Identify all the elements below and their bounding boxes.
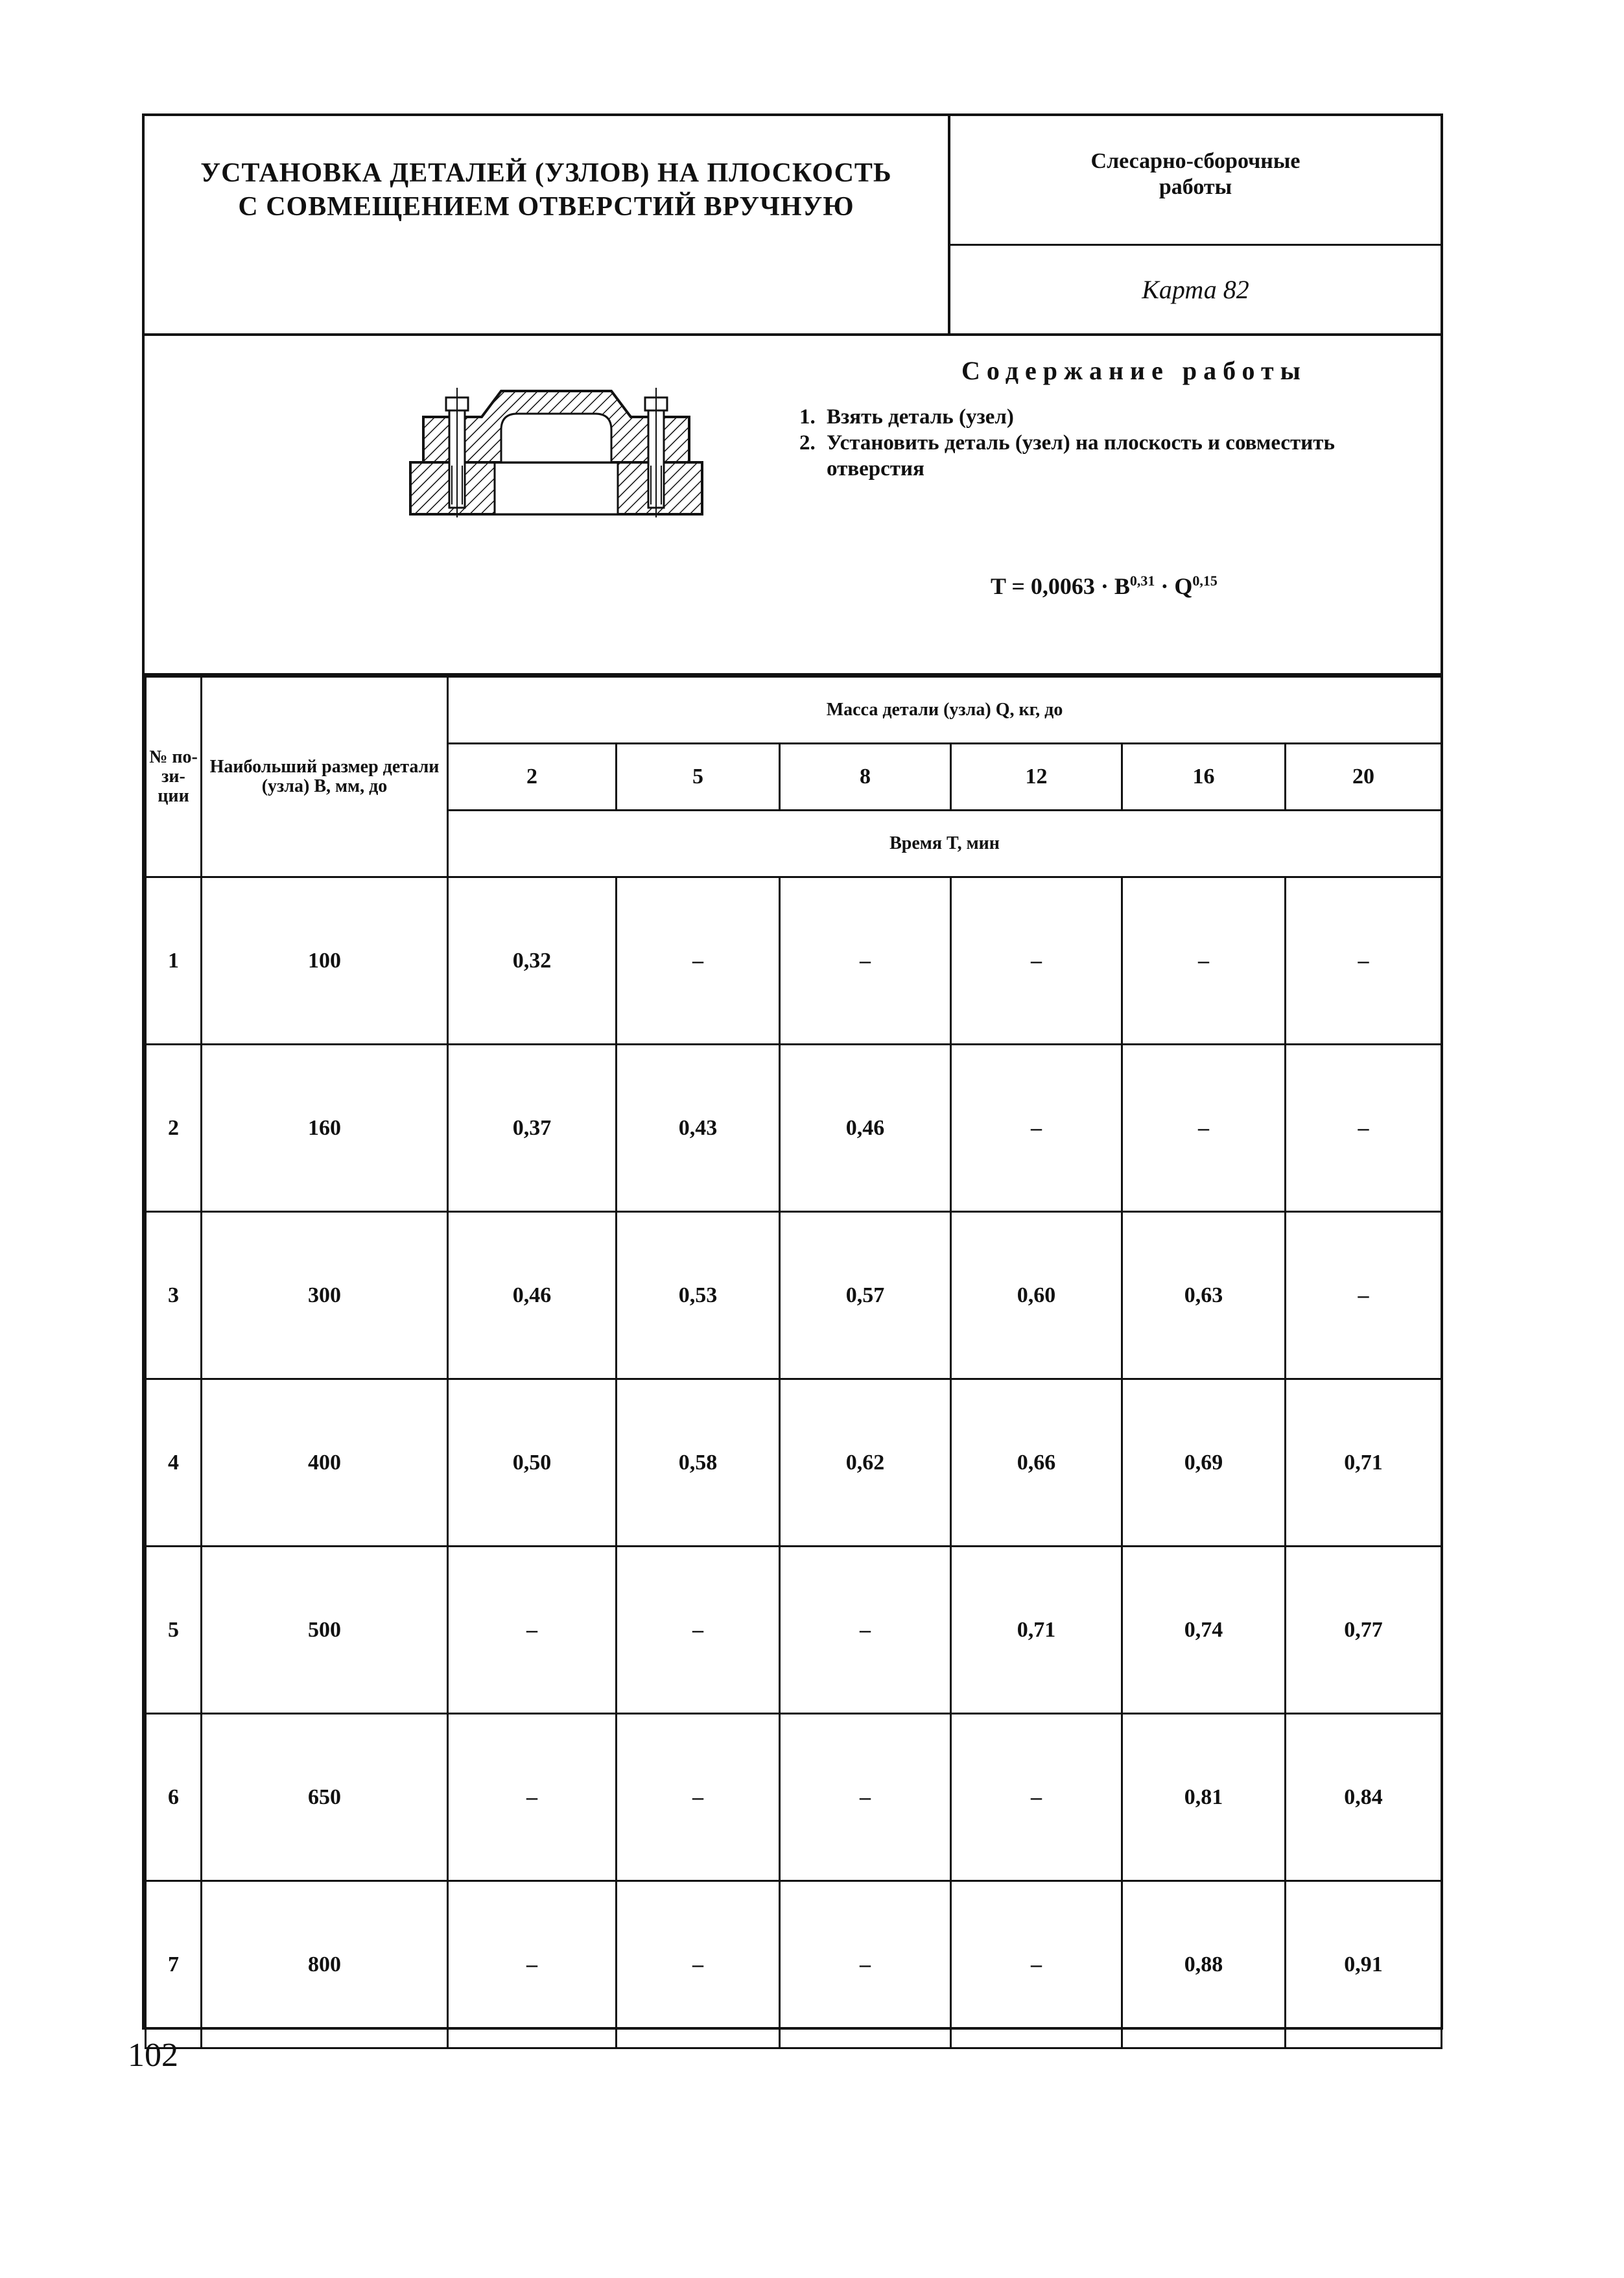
- time-cell: –: [617, 1547, 780, 1714]
- table-row: [146, 1714, 1442, 1881]
- time-cell: –: [1286, 1212, 1442, 1379]
- time-header: Время T, мин: [448, 811, 1442, 877]
- time-cell: 0,74: [1122, 1547, 1286, 1714]
- position-cell: 6: [146, 1714, 202, 1881]
- time-cell: 0,58: [617, 1379, 780, 1547]
- time-cell: –: [1286, 877, 1442, 1045]
- time-cell: –: [617, 877, 780, 1045]
- time-cell: 0,66: [951, 1379, 1122, 1547]
- work-type-cell: [950, 116, 1441, 246]
- table-row: [146, 877, 1442, 1045]
- time-cell: 0,46: [448, 1212, 617, 1379]
- time-formula: T = 0,0063 · B$^{0,31}$ · Q$^{0,15}$: [991, 573, 1218, 599]
- position-cell: 2: [146, 1045, 202, 1212]
- time-cell: –: [617, 1714, 780, 1881]
- work-steps: [799, 404, 1435, 482]
- mass-value: 5: [617, 744, 780, 811]
- card-title: УСТАНОВКА ДЕТАЛЕЙ (УЗЛОВ) НА ПЛОСКОСТЬ С СОВМЕЩЕНИЕМ ОТВЕРСТИЙ ВРУЧНУЮ: [200, 158, 892, 222]
- time-cell: 0,50: [448, 1379, 617, 1547]
- time-cell: 0,71: [1286, 1379, 1442, 1547]
- size-cell: 650: [202, 1714, 448, 1881]
- size-cell: 300: [202, 1212, 448, 1379]
- work-content-section: [145, 333, 1441, 676]
- time-cell: 0,81: [1122, 1714, 1286, 1881]
- time-cell: 0,84: [1286, 1714, 1442, 1881]
- size-cell: 100: [202, 877, 448, 1045]
- card-number: Карта 82: [1142, 275, 1249, 304]
- time-cell: –: [1122, 877, 1286, 1045]
- time-cell: –: [951, 1881, 1122, 2048]
- table-row: [146, 1379, 1442, 1547]
- assembly-drawing: [404, 381, 709, 517]
- table-row: [146, 1547, 1442, 1714]
- time-cell: –: [951, 877, 1122, 1045]
- time-cell: 0,77: [1286, 1547, 1442, 1714]
- time-cell: –: [617, 1881, 780, 2048]
- time-cell: –: [780, 1547, 951, 1714]
- position-cell: 1: [146, 877, 202, 1045]
- time-cell: –: [1286, 1045, 1442, 1212]
- time-cell: 0,53: [617, 1212, 780, 1379]
- time-cell: 0,43: [617, 1045, 780, 1212]
- position-cell: 3: [146, 1212, 202, 1379]
- time-cell: –: [951, 1045, 1122, 1212]
- time-cell: 0,60: [951, 1212, 1122, 1379]
- time-cell: –: [780, 1881, 951, 2048]
- time-cell: 0,37: [448, 1045, 617, 1212]
- table-row: [146, 1881, 1442, 2048]
- time-cell: 0,32: [448, 877, 617, 1045]
- time-cell: –: [448, 1714, 617, 1881]
- position-cell: 4: [146, 1379, 202, 1547]
- work-step: 2. Установить деталь (узел) на плоскость и совместить отверстия: [799, 431, 1335, 481]
- mass-value: 20: [1286, 744, 1442, 811]
- time-cell: 0,57: [780, 1212, 951, 1379]
- time-cell: –: [1122, 1045, 1286, 1212]
- time-cell: 0,46: [780, 1045, 951, 1212]
- time-norms-table: [145, 676, 1442, 2049]
- size-header: Наибольший размер детали (узла) B, мм, до: [202, 677, 448, 877]
- work-step: 1. Взять деталь (узел): [799, 405, 1014, 429]
- time-cell: 0,62: [780, 1379, 951, 1547]
- operation-card: [142, 113, 1443, 2030]
- table-row: [146, 1045, 1442, 1212]
- content-heading: Содержание работы: [961, 356, 1307, 385]
- table-row: [146, 1212, 1442, 1379]
- mass-header: Масса детали (узла) Q, кг, до: [448, 677, 1442, 744]
- time-cell: –: [780, 877, 951, 1045]
- mass-value: 2: [448, 744, 617, 811]
- size-cell: 800: [202, 1881, 448, 2048]
- position-cell: 7: [146, 1881, 202, 2048]
- time-cell: 0,88: [1122, 1881, 1286, 2048]
- mass-value: 8: [780, 744, 951, 811]
- page-number: 102: [128, 2037, 178, 2074]
- time-cell: –: [448, 1547, 617, 1714]
- time-cell: 0,71: [951, 1547, 1122, 1714]
- size-cell: 500: [202, 1547, 448, 1714]
- position-cell: 5: [146, 1547, 202, 1714]
- mass-value: 16: [1122, 744, 1286, 811]
- time-cell: –: [951, 1714, 1122, 1881]
- mass-value: 12: [951, 744, 1122, 811]
- time-cell: 0,63: [1122, 1212, 1286, 1379]
- time-cell: –: [780, 1714, 951, 1881]
- time-cell: 0,91: [1286, 1881, 1442, 2048]
- work-type: Слесарно-сборочные работы: [1090, 149, 1300, 199]
- size-cell: 160: [202, 1045, 448, 1212]
- time-cell: 0,69: [1122, 1379, 1286, 1547]
- time-cell: –: [448, 1881, 617, 2048]
- position-header: № по- зи- ции: [146, 677, 202, 877]
- card-title-cell: [145, 116, 950, 333]
- size-cell: 400: [202, 1379, 448, 1547]
